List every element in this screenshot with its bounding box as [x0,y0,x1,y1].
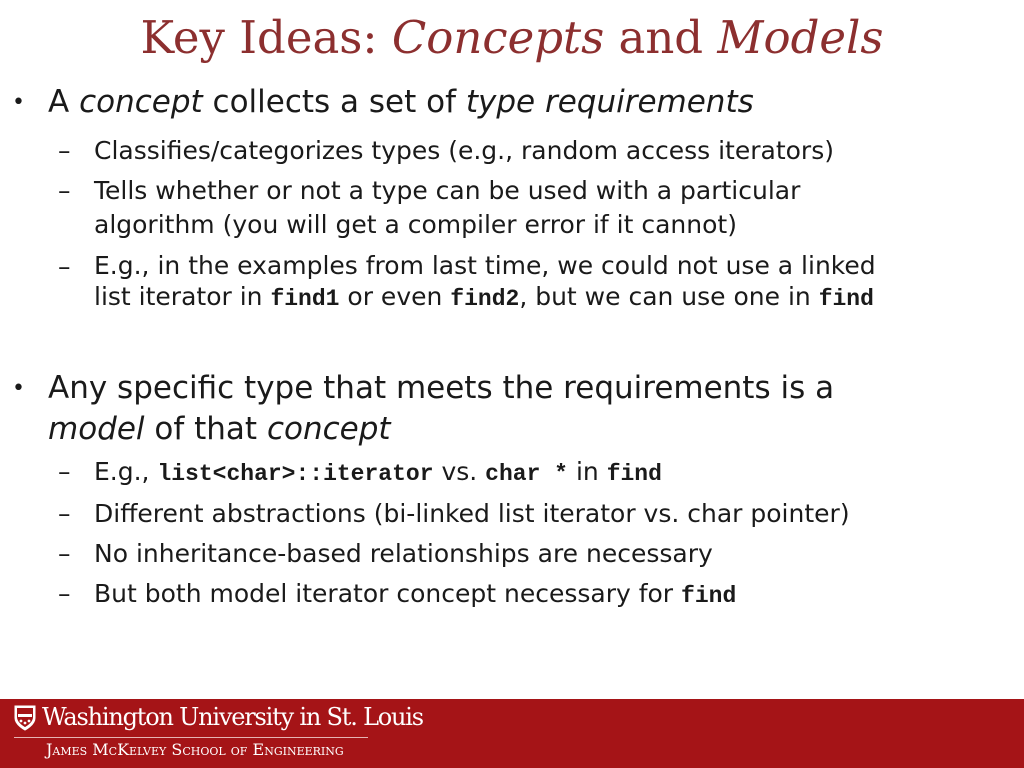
title-concepts: Concepts [391,11,605,64]
sub-bullet-text: Classifies/categorizes types (e.g., random access iterators) [94,136,834,165]
university-crest-icon [14,705,36,731]
text-fragment: of that [144,411,267,447]
text-fragment: But both model iterator concept necessary for [94,579,682,608]
code-list-iterator: list<char>::iterator [157,461,434,487]
dash-marker: – [58,539,71,568]
dash-marker: – [58,136,71,165]
text-fragment: list iterator in [94,282,271,311]
text-fragment: E.g., [94,457,158,486]
school-name: James McKelvey School of Engineering [46,740,344,759]
text-line: algorithm (you will get a compiler error if it cannot) [94,210,737,239]
text-line: Tells whether or not a type can be used with a particular [94,176,801,205]
text-fragment: A [48,84,80,120]
code-find1: find1 [270,286,340,312]
bullet-marker: • [12,90,25,115]
title-models: Models [717,11,884,64]
code-find2: find2 [450,286,520,312]
university-name: Washington University in St. Louis [42,703,423,731]
code-find: find [681,583,737,609]
text-fragment: , but we can use one in [519,282,819,311]
text-fragment: vs. [433,457,486,486]
text-fragment: concept [266,411,391,447]
dash-marker: – [58,176,71,205]
title-part-3: and [604,11,718,64]
sub-bullet-text [94,577,736,613]
dash-marker: – [58,457,71,486]
bullet-model-text [48,368,1008,450]
dash-marker: – [58,499,71,528]
sub-bullet-text [94,174,800,242]
text-fragment: or even [339,282,451,311]
text-fragment: in [568,457,607,486]
sub-bullet-text: Different abstractions (bi-linked list iterator vs. char pointer) [94,499,850,528]
footer-bar [0,699,1024,768]
text-line: E.g., in the examples from last time, we could not use a linked [94,251,876,280]
bullet-concept-text [48,82,1008,123]
text-fragment: type requirements [465,84,754,120]
sub-bullet-text [94,250,876,315]
text-fragment: model [48,411,145,447]
sub-bullet-text: No inheritance-based relationships are necessary [94,539,713,568]
text-line: Any specific type that meets the requirements is a [48,370,835,406]
dash-marker: – [58,579,71,608]
footer-divider [14,737,368,738]
code-find: find [818,286,874,312]
title-part-1: Key Ideas: [140,11,392,64]
slide-title [0,10,1024,66]
text-fragment: collects a set of [202,84,466,120]
sub-bullet-text [94,455,662,491]
code-find: find [606,461,662,487]
bullet-marker: • [12,376,25,401]
dash-marker: – [58,252,71,281]
code-char-pointer: char * [485,461,568,487]
text-fragment: concept [79,84,203,120]
